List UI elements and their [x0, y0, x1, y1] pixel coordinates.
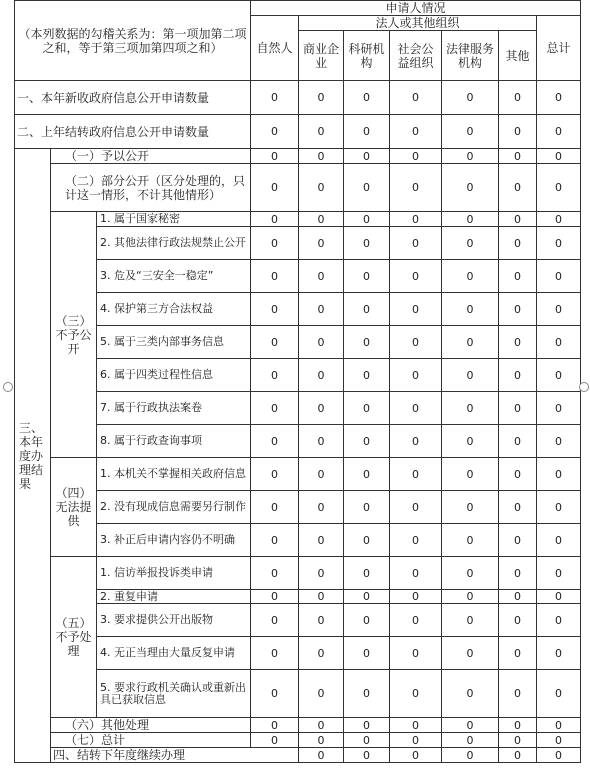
value-cell: 0 — [442, 733, 499, 748]
table-row — [15, 491, 581, 524]
value-cell: 0 — [499, 425, 537, 458]
row-label: 6. 属于四类过程性信息 — [97, 359, 251, 392]
value-cell: 0 — [499, 524, 537, 557]
value-cell: 0 — [499, 458, 537, 491]
value-cell: 0 — [344, 115, 390, 149]
value-cell: 0 — [299, 557, 344, 590]
value-cell: 0 — [390, 670, 442, 718]
value-cell: 0 — [537, 81, 581, 115]
table-row — [15, 326, 581, 359]
value-cell: 0 — [499, 115, 537, 149]
row-label: （六）其他处理 — [51, 718, 251, 733]
value-cell: 0 — [299, 458, 344, 491]
table-row — [15, 670, 581, 718]
value-cell: 0 — [344, 491, 390, 524]
value-cell: 0 — [344, 670, 390, 718]
value-cell: 0 — [299, 293, 344, 326]
value-cell: 0 — [299, 164, 344, 212]
row-label: 1. 信访举报投诉类申请 — [97, 557, 251, 590]
value-cell: 0 — [442, 604, 499, 637]
value-cell: 0 — [499, 81, 537, 115]
col-public-welfare: 社会公益组织 — [390, 31, 442, 81]
value-cell: 0 — [499, 670, 537, 718]
table-row — [15, 590, 581, 604]
value-cell: 0 — [251, 670, 299, 718]
value-cell: 0 — [299, 524, 344, 557]
group-label-unable: （四）无法提供 — [51, 458, 97, 557]
value-cell: 0 — [537, 212, 581, 227]
value-cell: 0 — [390, 524, 442, 557]
value-cell: 0 — [499, 164, 537, 212]
table-row — [15, 557, 581, 590]
value-cell: 0 — [299, 81, 344, 115]
value-cell: 0 — [537, 604, 581, 637]
value-cell: 0 — [251, 458, 299, 491]
table-row — [15, 458, 581, 491]
value-cell: 0 — [537, 637, 581, 670]
value-cell: 0 — [251, 115, 299, 149]
row-label: 8. 属于行政查询事项 — [97, 425, 251, 458]
value-cell: 0 — [390, 491, 442, 524]
value-cell: 0 — [499, 326, 537, 359]
value-cell: 0 — [299, 359, 344, 392]
row-label: 2. 其他法律行政法规禁止公开 — [97, 227, 251, 260]
row-label: 四、结转下年度继续办理 — [51, 748, 299, 763]
value-cell: 0 — [251, 557, 299, 590]
value-cell: 0 — [537, 149, 581, 164]
value-cell: 0 — [344, 637, 390, 670]
row-label: 1. 本机关不掌握相关政府信息 — [97, 458, 251, 491]
value-cell: 0 — [299, 491, 344, 524]
table-row — [15, 718, 581, 733]
value-cell: 0 — [251, 326, 299, 359]
value-cell: 0 — [344, 604, 390, 637]
value-cell: 0 — [251, 733, 299, 748]
value-cell: 0 — [344, 425, 390, 458]
value-cell: 0 — [442, 81, 499, 115]
value-cell: 0 — [299, 604, 344, 637]
value-cell: 0 — [442, 164, 499, 212]
value-cell: 0 — [344, 590, 390, 604]
value-cell: 0 — [390, 604, 442, 637]
value-cell: 0 — [299, 392, 344, 425]
value-cell: 0 — [344, 293, 390, 326]
value-cell: 0 — [299, 733, 344, 748]
value-cell: 0 — [251, 149, 299, 164]
value-cell: 0 — [499, 557, 537, 590]
table-row — [15, 524, 581, 557]
value-cell: 0 — [537, 359, 581, 392]
table-row — [15, 260, 581, 293]
value-cell: 0 — [390, 637, 442, 670]
value-cell: 0 — [442, 359, 499, 392]
value-cell: 0 — [299, 260, 344, 293]
table-row — [15, 164, 581, 212]
value-cell: 0 — [299, 212, 344, 227]
value-cell: 0 — [390, 164, 442, 212]
value-cell: 0 — [499, 227, 537, 260]
table-row — [15, 604, 581, 637]
group-label-results: 三、本年度办理结果 — [15, 149, 51, 763]
value-cell: 0 — [442, 524, 499, 557]
row-label: 二、上年结转政府信息公开申请数量 — [15, 115, 251, 149]
value-cell: 0 — [442, 670, 499, 718]
value-cell: 0 — [499, 491, 537, 524]
value-cell: 0 — [537, 524, 581, 557]
col-business: 商业企业 — [299, 31, 344, 81]
row-label: （一）予以公开 — [51, 149, 251, 164]
row-label: 3. 危及“三安全一稳定” — [97, 260, 251, 293]
value-cell: 0 — [344, 164, 390, 212]
disclosure-table — [14, 0, 581, 763]
table-row — [15, 637, 581, 670]
value-cell: 0 — [390, 149, 442, 164]
value-cell: 0 — [537, 293, 581, 326]
value-cell: 0 — [299, 748, 344, 763]
value-cell: 0 — [537, 326, 581, 359]
table-row — [15, 227, 581, 260]
value-cell: 0 — [537, 670, 581, 718]
value-cell: 0 — [390, 81, 442, 115]
value-cell: 0 — [390, 557, 442, 590]
value-cell: 0 — [299, 326, 344, 359]
row-label: 4. 无正当理由大量反复申请 — [97, 637, 251, 670]
value-cell: 0 — [251, 212, 299, 227]
value-cell: 0 — [442, 392, 499, 425]
value-cell: 0 — [537, 392, 581, 425]
value-cell: 0 — [299, 149, 344, 164]
group-label-not-processed: （五）不予处理 — [51, 557, 97, 718]
value-cell: 0 — [499, 293, 537, 326]
value-cell: 0 — [390, 227, 442, 260]
value-cell: 0 — [251, 637, 299, 670]
value-cell: 0 — [390, 718, 442, 733]
row-label: 2. 没有现成信息需要另行制作 — [97, 491, 251, 524]
table-row — [15, 748, 581, 763]
row-label: 3. 要求提供公开出版物 — [97, 604, 251, 637]
value-cell: 0 — [251, 81, 299, 115]
value-cell: 0 — [251, 718, 299, 733]
row-label: 5. 要求行政机关确认或重新出具已获取信息 — [97, 670, 251, 718]
table-row — [15, 212, 581, 227]
value-cell: 0 — [390, 748, 442, 763]
value-cell: 0 — [344, 227, 390, 260]
value-cell: 0 — [442, 293, 499, 326]
value-cell: 0 — [442, 491, 499, 524]
group-label-not-disclosed: （三）不予公开 — [51, 212, 97, 458]
value-cell: 0 — [537, 115, 581, 149]
value-cell: 0 — [344, 733, 390, 748]
value-cell: 0 — [537, 425, 581, 458]
value-cell: 0 — [299, 227, 344, 260]
row-label: （二）部分公开（区分处理的，只计这一情形，不计其他情形） — [51, 164, 251, 212]
value-cell: 0 — [390, 590, 442, 604]
value-cell: 0 — [390, 392, 442, 425]
value-cell: 0 — [344, 81, 390, 115]
value-cell: 0 — [442, 326, 499, 359]
col-other: 其他 — [499, 31, 537, 81]
value-cell: 0 — [344, 718, 390, 733]
row-label: （七）总计 — [51, 733, 251, 748]
right-edge-marker — [579, 382, 589, 392]
value-cell: 0 — [299, 637, 344, 670]
table-row — [15, 293, 581, 326]
value-cell: 0 — [442, 590, 499, 604]
report-sheet — [14, 0, 580, 772]
value-cell: 0 — [442, 212, 499, 227]
value-cell: 0 — [251, 293, 299, 326]
value-cell: 0 — [442, 260, 499, 293]
value-cell: 0 — [537, 557, 581, 590]
value-cell: 0 — [344, 212, 390, 227]
row-label: 3. 补正后申请内容仍不明确 — [97, 524, 251, 557]
value-cell: 0 — [537, 491, 581, 524]
value-cell: 0 — [299, 115, 344, 149]
table-row — [15, 359, 581, 392]
col-legal-service: 法律服务机构 — [442, 31, 499, 81]
value-cell: 0 — [344, 149, 390, 164]
col-natural-person: 自然人 — [251, 16, 299, 81]
value-cell: 0 — [442, 458, 499, 491]
header-applicant: 申请人情况 — [251, 1, 581, 16]
value-cell: 0 — [299, 718, 344, 733]
value-cell: 0 — [344, 260, 390, 293]
value-cell: 0 — [499, 392, 537, 425]
value-cell: 0 — [344, 359, 390, 392]
value-cell: 0 — [442, 149, 499, 164]
table-row — [15, 733, 581, 748]
value-cell: 0 — [344, 524, 390, 557]
value-cell: 0 — [299, 590, 344, 604]
value-cell: 0 — [251, 359, 299, 392]
value-cell: 0 — [299, 425, 344, 458]
value-cell: 0 — [537, 590, 581, 604]
value-cell: 0 — [499, 149, 537, 164]
value-cell: 0 — [499, 718, 537, 733]
value-cell: 0 — [251, 604, 299, 637]
value-cell: 0 — [344, 748, 390, 763]
value-cell: 0 — [499, 604, 537, 637]
value-cell: 0 — [390, 293, 442, 326]
value-cell: 0 — [537, 260, 581, 293]
value-cell: 0 — [390, 458, 442, 491]
value-cell: 0 — [442, 557, 499, 590]
row-label: 1. 属于国家秘密 — [97, 212, 251, 227]
table-row — [15, 149, 581, 164]
value-cell: 0 — [537, 164, 581, 212]
col-total: 总计 — [537, 16, 581, 81]
row-label: 2. 重复申请 — [97, 590, 251, 604]
value-cell: 0 — [442, 748, 499, 763]
value-cell: 0 — [499, 748, 537, 763]
value-cell: 0 — [442, 718, 499, 733]
value-cell: 0 — [442, 637, 499, 670]
table-row — [15, 392, 581, 425]
value-cell: 0 — [251, 425, 299, 458]
value-cell: 0 — [390, 733, 442, 748]
row-label: 一、本年新收政府信息公开申请数量 — [15, 81, 251, 115]
value-cell: 0 — [499, 590, 537, 604]
value-cell: 0 — [537, 227, 581, 260]
value-cell: 0 — [390, 326, 442, 359]
value-cell: 0 — [251, 392, 299, 425]
header-note: （本列数据的勾稽关系为：第一项加第二项之和，等于第三项加第四项之和） — [15, 1, 251, 81]
value-cell: 0 — [499, 733, 537, 748]
value-cell: 0 — [390, 260, 442, 293]
value-cell: 0 — [251, 164, 299, 212]
value-cell: 0 — [344, 392, 390, 425]
value-cell: 0 — [251, 227, 299, 260]
value-cell: 0 — [390, 425, 442, 458]
value-cell: 0 — [499, 359, 537, 392]
value-cell: 0 — [537, 718, 581, 733]
value-cell: 0 — [390, 212, 442, 227]
value-cell: 0 — [251, 590, 299, 604]
value-cell: 0 — [499, 260, 537, 293]
header-legal-entity: 法人或其他组织 — [299, 16, 537, 31]
col-research: 科研机构 — [344, 31, 390, 81]
value-cell: 0 — [537, 458, 581, 491]
value-cell: 0 — [251, 524, 299, 557]
table-row — [15, 425, 581, 458]
row-label: 7. 属于行政执法案卷 — [97, 392, 251, 425]
left-edge-marker — [3, 382, 13, 392]
value-cell: 0 — [442, 425, 499, 458]
value-cell: 0 — [344, 458, 390, 491]
value-cell: 0 — [537, 733, 581, 748]
table-row — [15, 81, 581, 115]
value-cell: 0 — [344, 326, 390, 359]
value-cell: 0 — [442, 115, 499, 149]
value-cell: 0 — [499, 637, 537, 670]
value-cell: 0 — [390, 359, 442, 392]
row-label: 5. 属于三类内部事务信息 — [97, 326, 251, 359]
value-cell: 0 — [442, 227, 499, 260]
value-cell: 0 — [499, 212, 537, 227]
value-cell: 0 — [344, 557, 390, 590]
value-cell: 0 — [251, 260, 299, 293]
value-cell: 0 — [299, 670, 344, 718]
table-row — [15, 115, 581, 149]
value-cell: 0 — [537, 748, 581, 763]
value-cell: 0 — [390, 115, 442, 149]
value-cell: 0 — [251, 491, 299, 524]
row-label: 4. 保护第三方合法权益 — [97, 293, 251, 326]
